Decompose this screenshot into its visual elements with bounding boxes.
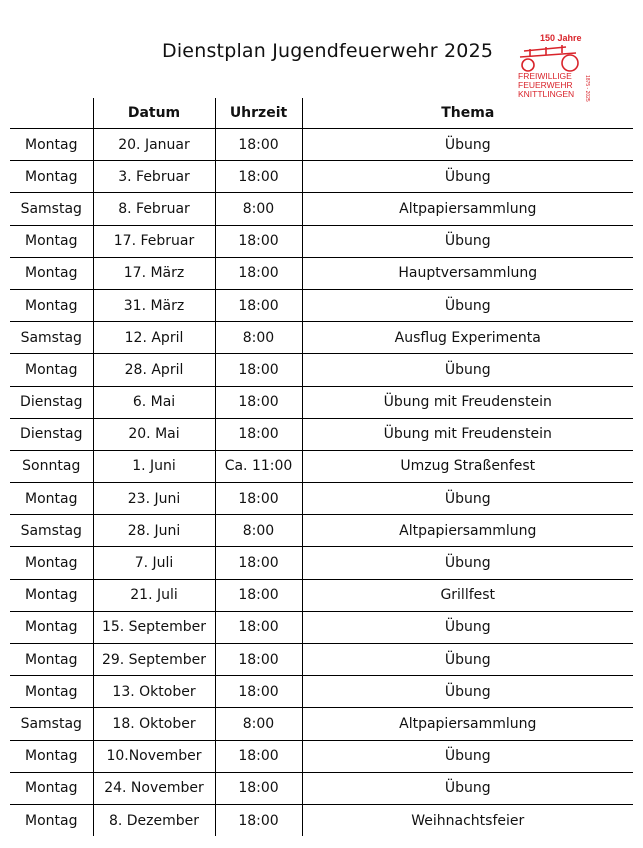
topic-cell: Übung [302,611,633,643]
table-row [10,225,633,257]
time-cell: 8:00 [215,193,302,225]
day-cell: Montag [10,483,93,515]
time-cell: 18:00 [215,161,302,193]
topic-cell: Übung mit Freudenstein [302,418,633,450]
topic-cell: Weihnachtsfeier [302,804,633,836]
topic-cell: Altpapiersammlung [302,193,633,225]
table-row [10,193,633,225]
header-topic: Thema [302,98,633,129]
date-cell: 17. Februar [93,225,215,257]
topic-cell: Umzug Straßenfest [302,450,633,482]
logo-years-text: 150 Jahre [540,33,582,43]
table-row [10,483,633,515]
day-cell: Dienstag [10,386,93,418]
day-cell: Montag [25,812,78,829]
date-cell: 23. Juni [93,483,215,515]
fire-cart-icon [520,45,578,71]
day-cell: Sonntag [10,450,93,482]
date-cell: 7. Juli [93,547,215,579]
topic-cell: Übung mit Freudenstein [302,386,633,418]
table-row [10,354,633,386]
table-row [10,772,633,804]
topic-cell: Ausflug Experimenta [302,322,633,354]
date-cell: 31. März [93,289,215,321]
topic-cell: Übung [302,547,633,579]
date-cell: 20. Mai [93,418,215,450]
table-row [10,450,633,482]
time-cell: 8:00 [215,515,302,547]
table-row [10,289,633,321]
time-cell: 18:00 [215,611,302,643]
time-cell: 18:00 [215,804,302,836]
day-cell: Montag [10,579,93,611]
time-cell: 18:00 [215,483,302,515]
fire-department-logo [516,27,612,107]
day-cell: Montag [10,611,93,643]
day-cell: Samstag [10,193,93,225]
day-cell: Montag [10,225,93,257]
date-cell: 12. April [93,322,215,354]
table-row [10,386,633,418]
table-row [10,257,633,289]
date-cell: 29. September [93,644,215,676]
table-row [10,161,633,193]
topic-cell: Übung [302,289,633,321]
date-cell: 10.November [93,740,215,772]
time-cell: Ca. 11:00 [215,450,302,482]
topic-cell: Übung [302,225,633,257]
date-cell: 13. Oktober [93,676,215,708]
date-cell: 28. Juni [93,515,215,547]
table-row [10,547,633,579]
topic-cell: Grillfest [302,579,633,611]
time-cell: 18:00 [215,418,302,450]
time-cell: 18:00 [215,579,302,611]
time-cell: 18:00 [215,129,302,161]
topic-cell: Altpapiersammlung [302,708,633,740]
day-cell: Montag [10,644,93,676]
date-cell: 1. Juni [93,450,215,482]
day-cell: Montag [10,772,93,804]
table-row [10,804,633,836]
day-cell: Montag [10,257,93,289]
time-cell: 18:00 [215,386,302,418]
date-cell: 21. Juli [93,579,215,611]
topic-cell: Übung [302,161,633,193]
table-row [10,515,633,547]
date-cell: 18. Oktober [93,708,215,740]
topic-cell: Übung [302,772,633,804]
logo-line-3: KNITTLINGEN [518,89,575,99]
topic-cell: Übung [302,129,633,161]
table-row [10,740,633,772]
table-row [10,129,633,161]
table-header-row [10,98,633,129]
topic-cell: Übung [302,354,633,386]
schedule-table [10,98,633,836]
topic-cell: Übung [302,740,633,772]
day-cell: Samstag [10,515,93,547]
time-cell: 8:00 [215,322,302,354]
day-cell: Dienstag [10,418,93,450]
header-time: Uhrzeit [215,98,302,129]
day-cell: Montag [10,740,93,772]
logo-side-text: 1875 - 2025 [584,75,590,102]
time-cell: 18:00 [215,644,302,676]
date-cell: 8. Dezember [93,804,215,836]
table-row [10,418,633,450]
time-cell: 18:00 [215,772,302,804]
day-cell: Montag [10,547,93,579]
header-date: Datum [93,98,215,129]
topic-cell: Übung [302,644,633,676]
topic-cell: Hauptversammlung [302,257,633,289]
time-cell: 18:00 [215,289,302,321]
topic-cell: Übung [302,676,633,708]
page-title: Dienstplan Jugendfeuerwehr 2025 [162,40,494,62]
date-cell: 8. Februar [93,193,215,225]
day-cell: Montag [10,129,93,161]
time-cell: 18:00 [215,740,302,772]
day-cell: Samstag [10,708,93,740]
day-cell: Montag [10,354,93,386]
day-cell: Samstag [10,322,93,354]
table-row [10,322,633,354]
table-row [10,708,633,740]
day-cell: Montag [10,161,93,193]
date-cell: 6. Mai [93,386,215,418]
day-cell: Montag [10,289,93,321]
time-cell: 18:00 [215,354,302,386]
date-cell: 20. Januar [93,129,215,161]
logo-line-2: FEUERWEHR [518,80,573,90]
time-cell: 18:00 [215,547,302,579]
date-cell: 15. September [93,611,215,643]
table-row [10,644,633,676]
topic-cell: Altpapiersammlung [302,515,633,547]
table-row [10,579,633,611]
time-cell: 18:00 [215,225,302,257]
day-cell: Montag [10,676,93,708]
time-cell: 18:00 [215,257,302,289]
header-day [10,98,93,129]
date-cell: 3. Februar [93,161,215,193]
time-cell: 8:00 [215,708,302,740]
date-cell: 24. November [93,772,215,804]
topic-cell: Übung [302,483,633,515]
table-row [10,676,633,708]
time-cell: 18:00 [215,676,302,708]
logo-line-1: FREIWILLIGE [518,71,572,81]
date-cell: 28. April [93,354,215,386]
schedule-body [10,129,633,837]
table-row [10,611,633,643]
date-cell: 17. März [93,257,215,289]
